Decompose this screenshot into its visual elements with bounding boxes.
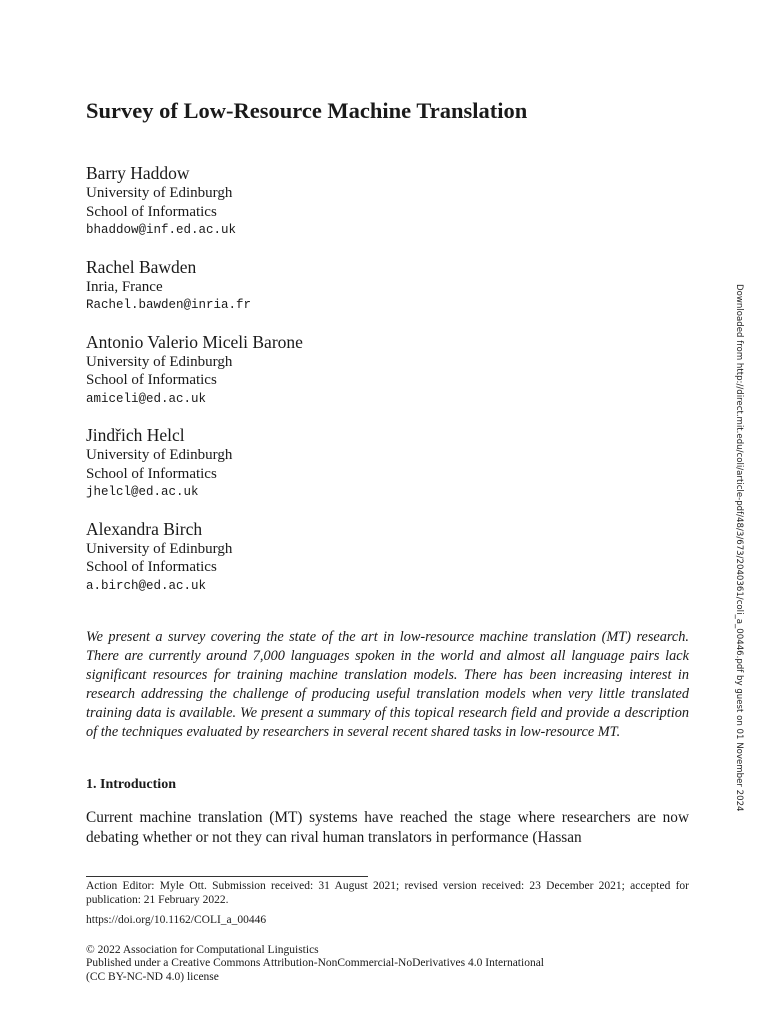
- author-affiliation: University of Edinburgh: [86, 353, 233, 370]
- author-email[interactable]: a.birch@ed.ac.uk: [86, 578, 207, 593]
- copyright-line: © 2022 Association for Computational Linguistics: [86, 943, 319, 956]
- author-list: [86, 162, 686, 611]
- author-email[interactable]: jhelcl@ed.ac.uk: [86, 485, 199, 499]
- author-block: [86, 331, 686, 409]
- author-affiliation: University of Edinburgh: [86, 540, 233, 557]
- author-email[interactable]: bhaddow@inf.ed.ac.uk: [86, 223, 237, 237]
- author-name: Jindřich Helcl: [86, 425, 185, 445]
- author-block: [86, 162, 686, 240]
- author-name: Barry Haddow: [86, 163, 190, 183]
- editor-note: Action Editor: Myle Ott. Submission received: 31 August 2021; revised version received: 23 December 2021; accepted for publication: 21 February 2022.: [86, 880, 689, 906]
- author-affiliation: School of Informatics: [86, 372, 217, 388]
- author-block: [86, 256, 686, 315]
- doi-link[interactable]: https://doi.org/10.1162/COLI_a_00446: [86, 914, 267, 926]
- footnotes: [86, 880, 689, 984]
- license-line: Published under a Creative Commons Attribution-NonCommercial-NoDerivatives 4.0 International: [86, 957, 544, 969]
- author-affiliation: School of Informatics: [86, 465, 217, 482]
- paper-title: Survey of Low-Resource Machine Translation: [86, 98, 528, 123]
- author-name: Antonio Valerio Miceli Barone: [86, 331, 303, 352]
- footnote-divider: [86, 876, 368, 877]
- author-name: Rachel Bawden: [86, 256, 197, 277]
- section-heading: 1. Introduction: [86, 777, 176, 792]
- author-affiliation: School of Informatics: [86, 559, 217, 575]
- author-block: [86, 518, 686, 596]
- author-affiliation: Inria, France: [86, 278, 163, 295]
- author-name: Alexandra Birch: [86, 518, 203, 539]
- author-affiliation: School of Informatics: [86, 203, 217, 220]
- author-email[interactable]: Rachel.bawden@inria.fr: [86, 298, 252, 312]
- license-line: (CC BY-NC-ND 4.0) license: [86, 970, 219, 983]
- author-affiliation: University of Edinburgh: [86, 185, 233, 201]
- body-paragraph: Current machine translation (MT) systems have reached the stage where researchers are now debating whether or not they can rival human translators in performance (Hassan: [86, 809, 689, 846]
- author-email[interactable]: amiceli@ed.ac.uk: [86, 391, 207, 406]
- abstract: We present a survey covering the state of the art in low-resource machine translation (MT) research. There are currently around 7,000 languages spoken in the world and almost all language pairs lack significant resources for training machine translation models. There has been increasing interest in research addressing the challenge of producing useful translation models when very little translated training data is available. We present a summary of this topical research field and provide a description of the techniques evaluated by researchers in several recent shared tasks in low-resource MT.: [86, 629, 689, 740]
- author-block: [86, 424, 686, 502]
- download-watermark: Downloaded from http://direct.mit.edu/coli/article-pdf/48/3/673/2040361/coli_a_00446.pdf by guest on 01 November 2024: [734, 284, 744, 812]
- author-affiliation: University of Edinburgh: [86, 447, 233, 463]
